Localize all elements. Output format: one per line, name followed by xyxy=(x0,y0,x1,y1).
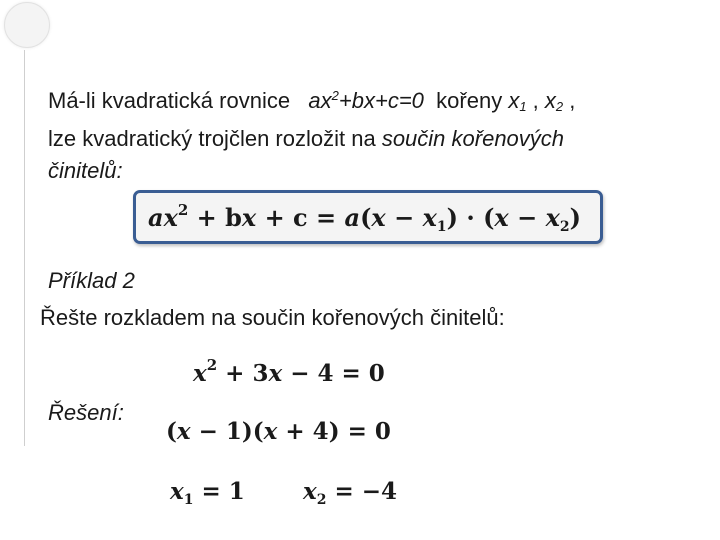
solution-label: Řešení: xyxy=(48,400,124,425)
root-x1: $x_1$ xyxy=(508,88,527,114)
factorization-formula-box xyxy=(133,190,603,244)
roots-word: kořeny xyxy=(436,88,503,113)
intro-paragraph: Má-li kvadratická rovnice $ax^2+bx+c=0$ kořeny $x_1$ , $x_2$ , lze kvadratický trojčlen rozložit na součin kořenových činitelů: xyxy=(48,88,576,183)
example-title: Příklad 2 xyxy=(48,268,135,293)
intro-line3-italic: činitelů: xyxy=(48,158,123,183)
task-text: Řešte rozkladem na součin kořenových činitelů: xyxy=(40,305,505,330)
factorization-formula: $ax^2$ + bx + $c = a(x - x_1) \cdot (x - x_2)$ xyxy=(148,201,581,235)
school-logo xyxy=(4,2,50,48)
quadratic-equation: $x^2 + 3x - 4 = 0$ xyxy=(193,356,385,387)
intro-lead: Má-li kvadratická rovnice xyxy=(48,88,291,113)
root-x1-value: $x_1 = 1$ xyxy=(170,478,245,508)
factored-equation: (x − 1)(x + 4) = 0 xyxy=(166,418,391,445)
intro-equation: $ax^2+bx+c=0$ xyxy=(308,88,424,113)
slide-frame-line xyxy=(24,50,25,446)
root-x2: $x_2$ xyxy=(544,88,564,114)
intro-line2-italic: součin kořenových xyxy=(381,126,565,151)
root-x2-value: $x_2 = -4$ xyxy=(303,478,398,508)
intro-line2: lze kvadratický trojčlen rozložit na xyxy=(48,126,376,151)
